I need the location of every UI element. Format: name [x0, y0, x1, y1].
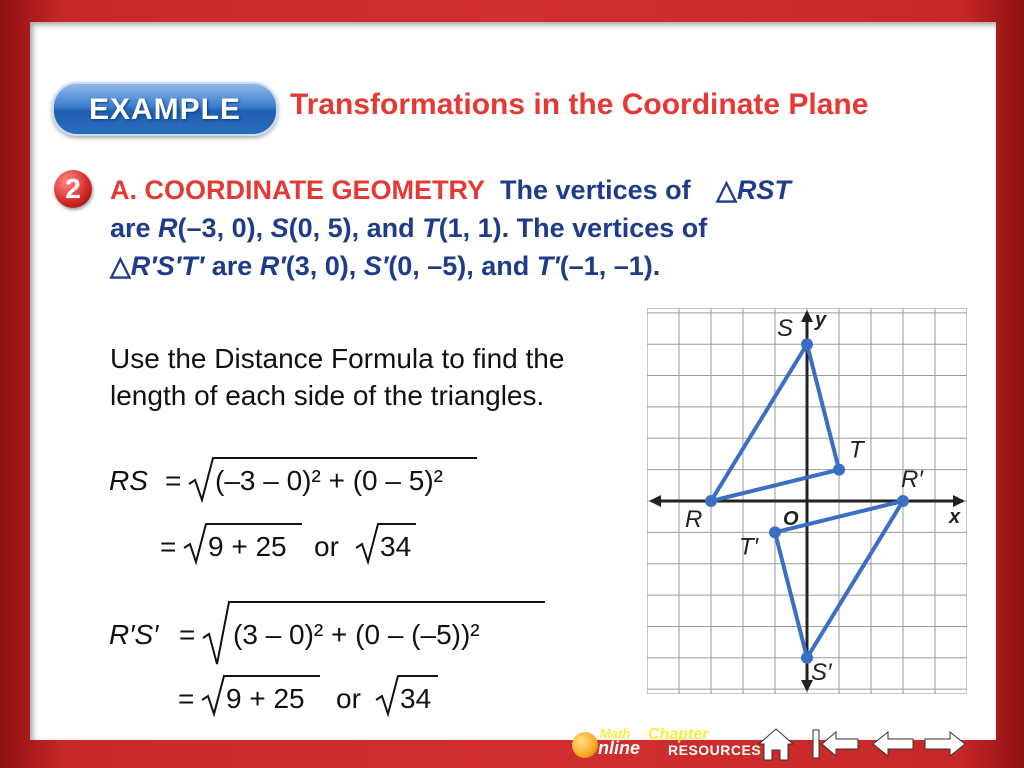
chapter-label: Chapter — [648, 726, 709, 743]
previous-slide-icon[interactable] — [870, 726, 916, 762]
vertex-label: R′ — [901, 466, 923, 493]
coordinate-graph — [647, 308, 967, 694]
problem-line1-text: The vertices of — [500, 175, 691, 205]
vertex-label: S — [270, 213, 289, 243]
math-online-button[interactable] — [568, 724, 648, 764]
triangle-symbol: △ — [110, 251, 131, 281]
problem-part-label: A. COORDINATE GEOMETRY — [110, 175, 486, 205]
problem-line-2 — [110, 209, 980, 247]
vertex-label: S — [777, 315, 794, 343]
problem-text: (3, 0), — [285, 251, 364, 281]
eq-rsp-or: or — [336, 683, 361, 714]
equation-rsp-result — [172, 672, 472, 720]
origin-label: O — [783, 508, 799, 530]
eq-rs-rhs: (–3 – 0)² + (0 – 5)² — [215, 465, 443, 496]
math-label: Math — [600, 726, 631, 741]
eq-equals: = — [160, 531, 177, 562]
equation-rs-result — [150, 518, 450, 568]
vertex-point — [705, 495, 717, 507]
vertex-point — [769, 526, 781, 538]
vertex-label: T — [422, 213, 439, 243]
vertex-label: R′ — [259, 251, 286, 281]
x-axis-label: x — [949, 506, 961, 528]
resources-label: RESOURCES — [668, 742, 762, 758]
eq-rsp-lhs: R′S′ — [109, 619, 159, 650]
problem-text: are — [110, 213, 159, 243]
eq-rsp-rhs: (3 – 0)² + (0 – (–5))² — [233, 619, 480, 650]
eq-equals: = — [178, 683, 195, 714]
eq-rs-result: 9 + 25 — [208, 531, 287, 562]
first-slide-icon[interactable] — [810, 726, 862, 762]
vertex-label: R — [685, 506, 703, 533]
nav-bar — [560, 722, 980, 766]
equation-rsp — [105, 596, 555, 672]
problem-text: (1, 1). The vertices of — [438, 213, 708, 243]
example-number-badge: 2 — [54, 170, 92, 208]
problem-text: are — [204, 251, 260, 281]
eq-equals: = — [179, 619, 196, 650]
eq-equals: = — [165, 465, 182, 496]
problem-text: (0, 5), and — [288, 213, 423, 243]
eq-rsp-result: 9 + 25 — [226, 683, 305, 714]
vertex-point — [801, 338, 813, 350]
triangle-symbol: △ — [716, 175, 737, 205]
vertex-label: S′ — [811, 658, 832, 686]
globe-icon — [572, 732, 598, 758]
triangle1-name: RST — [736, 175, 791, 205]
vertex-label: T — [849, 436, 864, 464]
problem-line-3 — [110, 247, 980, 285]
y-axis-label: y — [815, 309, 827, 331]
eq-rs-lhs: RS — [109, 465, 148, 496]
problem-statement — [110, 171, 980, 285]
vertex-point — [833, 464, 845, 476]
slide-title: Transformations in the Coordinate Plane — [290, 88, 869, 121]
vertex-label: S′ — [363, 251, 389, 281]
next-slide-icon[interactable] — [922, 726, 968, 762]
vertex-point — [897, 495, 909, 507]
graph-svg — [647, 308, 967, 694]
home-icon[interactable] — [756, 726, 796, 762]
example-label: EXAMPLE — [88, 93, 242, 126]
eq-rs-final: 34 — [380, 531, 412, 562]
triangle2-name: R′S′T′ — [130, 251, 205, 281]
instruction-text: Use the Distance Formula to find the length of each side of the triangles. — [110, 343, 565, 411]
eq-rsp-final: 34 — [400, 683, 432, 714]
eq-rs-or: or — [314, 531, 339, 562]
equation-rs — [105, 448, 505, 508]
vertex-label: T′ — [536, 251, 560, 281]
problem-text: (0, –5), and — [388, 251, 537, 281]
example-badge — [52, 82, 278, 136]
problem-text: (–3, 0), — [177, 213, 271, 243]
vertex-label: T′ — [739, 533, 759, 561]
problem-line-1 — [110, 171, 980, 209]
vertex-label: R — [158, 213, 178, 243]
online-label: nline — [598, 738, 641, 758]
problem-text: (–1, –1). — [559, 251, 661, 281]
